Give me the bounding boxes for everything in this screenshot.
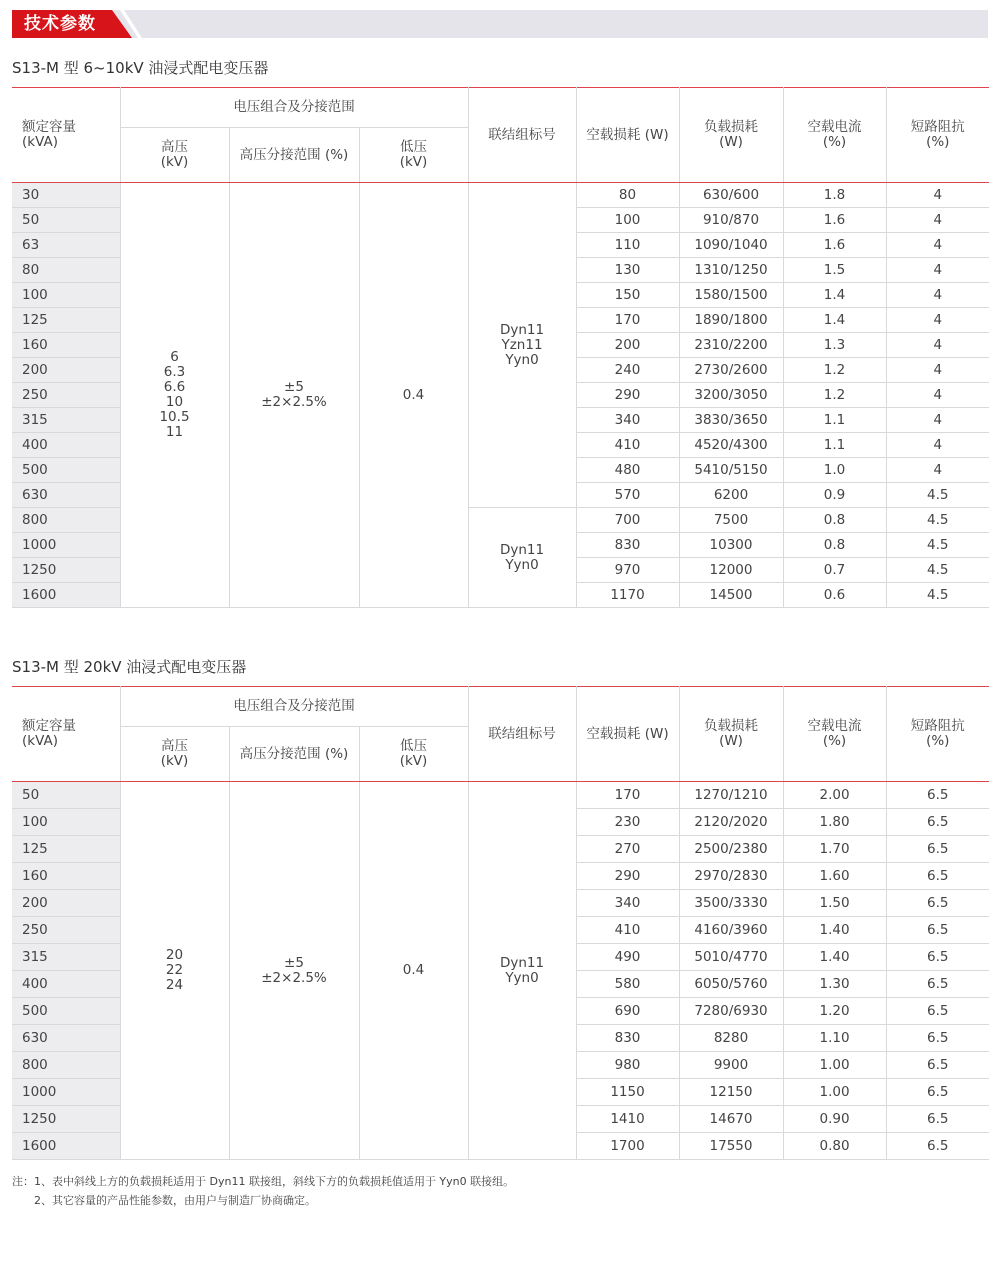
impedance-cell: 6.5 bbox=[886, 1025, 989, 1052]
impedance-cell: 4 bbox=[886, 308, 989, 333]
no-load-current-cell: 1.50 bbox=[783, 890, 886, 917]
capacity-cell: 200 bbox=[12, 358, 120, 383]
impedance-cell: 6.5 bbox=[886, 917, 989, 944]
no-load-loss-cell: 480 bbox=[576, 458, 679, 483]
impedance-cell: 4 bbox=[886, 433, 989, 458]
load-loss-cell: 630/600 bbox=[679, 183, 783, 208]
connection-group-cell bbox=[468, 782, 576, 1160]
table-row bbox=[12, 782, 989, 809]
connection-group-cell-line: Dyn11 bbox=[499, 541, 545, 558]
capacity-cell: 100 bbox=[12, 283, 120, 308]
table2-title: S13-M 型 20kV 油浸式配电变压器 bbox=[12, 658, 247, 676]
capacity-cell: 630 bbox=[12, 1025, 120, 1052]
footnotes bbox=[12, 1172, 514, 1210]
table-row bbox=[12, 183, 989, 208]
impedance-cell: 6.5 bbox=[886, 944, 989, 971]
capacity-cell: 1000 bbox=[12, 1079, 120, 1106]
hv-values-cell-line: 10 bbox=[165, 394, 184, 410]
impedance-cell: 6.5 bbox=[886, 1079, 989, 1106]
no-load-loss-cell: 410 bbox=[576, 917, 679, 944]
load-loss-cell: 10300 bbox=[679, 533, 783, 558]
no-load-current-cell: 1.2 bbox=[783, 358, 886, 383]
capacity-cell: 63 bbox=[12, 233, 120, 258]
load-loss-cell: 1310/1250 bbox=[679, 258, 783, 283]
load-loss-cell: 12000 bbox=[679, 558, 783, 583]
no-load-loss-cell: 150 bbox=[576, 283, 679, 308]
header-voltage-group: 电压组合及分接范围 bbox=[120, 88, 468, 128]
load-loss-cell: 3200/3050 bbox=[679, 383, 783, 408]
impedance-cell: 6.5 bbox=[886, 863, 989, 890]
header-voltage-group: 电压组合及分接范围 bbox=[120, 687, 468, 727]
header-no-load-loss: 空载损耗 (W) bbox=[576, 88, 679, 183]
no-load-current-cell: 1.80 bbox=[783, 809, 886, 836]
header-capacity: 额定容量 (kVA) bbox=[12, 88, 120, 183]
load-loss-cell: 3830/3650 bbox=[679, 408, 783, 433]
no-load-current-cell: 1.10 bbox=[783, 1025, 886, 1052]
no-load-loss-cell: 700 bbox=[576, 508, 679, 533]
capacity-cell: 250 bbox=[12, 383, 120, 408]
header-connection: 联结组标号 bbox=[468, 88, 576, 183]
no-load-current-cell: 0.90 bbox=[783, 1106, 886, 1133]
capacity-cell: 80 bbox=[12, 258, 120, 283]
capacity-cell: 125 bbox=[12, 308, 120, 333]
capacity-cell: 1600 bbox=[12, 1133, 120, 1160]
load-loss-cell: 5410/5150 bbox=[679, 458, 783, 483]
load-loss-cell: 1890/1800 bbox=[679, 308, 783, 333]
load-loss-cell: 7280/6930 bbox=[679, 998, 783, 1025]
spec-table-20kv bbox=[12, 686, 989, 1160]
hv-values-cell-line: 6.3 bbox=[163, 364, 186, 380]
capacity-cell: 50 bbox=[12, 782, 120, 809]
no-load-current-cell: 1.3 bbox=[783, 333, 886, 358]
no-load-current-cell: 1.1 bbox=[783, 408, 886, 433]
no-load-loss-cell: 340 bbox=[576, 890, 679, 917]
header-no-load-current: 空载电流 (%) bbox=[783, 88, 886, 183]
no-load-loss-cell: 170 bbox=[576, 782, 679, 809]
no-load-loss-cell: 410 bbox=[576, 433, 679, 458]
load-loss-cell: 9900 bbox=[679, 1052, 783, 1079]
no-load-loss-cell: 290 bbox=[576, 863, 679, 890]
load-loss-cell: 3500/3330 bbox=[679, 890, 783, 917]
connection-group-cell bbox=[468, 183, 576, 508]
impedance-cell: 4 bbox=[886, 183, 989, 208]
tap-range-cell bbox=[229, 183, 359, 608]
capacity-cell: 160 bbox=[12, 333, 120, 358]
capacity-cell: 315 bbox=[12, 944, 120, 971]
impedance-cell: 6.5 bbox=[886, 809, 989, 836]
no-load-current-cell: 1.2 bbox=[783, 383, 886, 408]
capacity-cell: 500 bbox=[12, 458, 120, 483]
hv-values-cell-line: 6.6 bbox=[163, 379, 186, 395]
load-loss-cell: 14500 bbox=[679, 583, 783, 608]
page-title: 技术参数 bbox=[24, 14, 96, 34]
no-load-current-cell: 1.5 bbox=[783, 258, 886, 283]
load-loss-cell: 5010/4770 bbox=[679, 944, 783, 971]
no-load-current-cell: 0.8 bbox=[783, 533, 886, 558]
no-load-current-cell: 0.7 bbox=[783, 558, 886, 583]
no-load-current-cell: 1.70 bbox=[783, 836, 886, 863]
capacity-cell: 200 bbox=[12, 890, 120, 917]
header-no-load-current: 空载电流 (%) bbox=[783, 687, 886, 782]
tap-range-cell-line: ±2×2.5% bbox=[261, 394, 327, 410]
footnote-1: 注：1、表中斜线上方的负载损耗适用于 Dyn11 联接组，斜线下方的负载损耗值适用于 Yyn0 联接组。 bbox=[12, 1175, 515, 1188]
no-load-loss-cell: 240 bbox=[576, 358, 679, 383]
impedance-cell: 4.5 bbox=[886, 558, 989, 583]
capacity-cell: 315 bbox=[12, 408, 120, 433]
hv-values-cell-line: 6 bbox=[170, 349, 179, 365]
load-loss-cell: 6200 bbox=[679, 483, 783, 508]
header-no-load-loss: 空载损耗 (W) bbox=[576, 687, 679, 782]
hv-values-cell-line: 10.5 bbox=[159, 409, 190, 425]
impedance-cell: 6.5 bbox=[886, 890, 989, 917]
capacity-cell: 30 bbox=[12, 183, 120, 208]
connection-group-cell-line: Yyn0 bbox=[505, 969, 539, 986]
no-load-current-cell: 1.00 bbox=[783, 1052, 886, 1079]
no-load-current-cell: 1.6 bbox=[783, 233, 886, 258]
no-load-loss-cell: 130 bbox=[576, 258, 679, 283]
impedance-cell: 4.5 bbox=[886, 508, 989, 533]
impedance-cell: 4.5 bbox=[886, 533, 989, 558]
hv-values-cell-line: 22 bbox=[165, 962, 184, 978]
no-load-current-cell: 0.8 bbox=[783, 508, 886, 533]
load-loss-cell: 910/870 bbox=[679, 208, 783, 233]
no-load-current-cell: 0.80 bbox=[783, 1133, 886, 1160]
no-load-loss-cell: 110 bbox=[576, 233, 679, 258]
no-load-loss-cell: 570 bbox=[576, 483, 679, 508]
lv-value-cell: 0.4 bbox=[359, 183, 468, 608]
no-load-current-cell: 1.40 bbox=[783, 917, 886, 944]
no-load-current-cell: 2.00 bbox=[783, 782, 886, 809]
load-loss-cell: 4520/4300 bbox=[679, 433, 783, 458]
impedance-cell: 4 bbox=[886, 233, 989, 258]
no-load-current-cell: 1.60 bbox=[783, 863, 886, 890]
impedance-cell: 4 bbox=[886, 458, 989, 483]
hv-values-cell-line: 11 bbox=[165, 424, 184, 440]
no-load-loss-cell: 490 bbox=[576, 944, 679, 971]
no-load-loss-cell: 1170 bbox=[576, 583, 679, 608]
impedance-cell: 6.5 bbox=[886, 1133, 989, 1160]
hv-values-cell-line: 24 bbox=[165, 977, 184, 993]
no-load-loss-cell: 290 bbox=[576, 383, 679, 408]
no-load-loss-cell: 270 bbox=[576, 836, 679, 863]
capacity-cell: 500 bbox=[12, 998, 120, 1025]
header-lv: 低压 (kV) bbox=[359, 727, 468, 782]
load-loss-cell: 1270/1210 bbox=[679, 782, 783, 809]
header-impedance: 短路阻抗 (%) bbox=[886, 88, 989, 183]
impedance-cell: 4 bbox=[886, 208, 989, 233]
capacity-cell: 1250 bbox=[12, 1106, 120, 1133]
no-load-current-cell: 1.20 bbox=[783, 998, 886, 1025]
impedance-cell: 4 bbox=[886, 283, 989, 308]
load-loss-cell: 8280 bbox=[679, 1025, 783, 1052]
capacity-cell: 400 bbox=[12, 971, 120, 998]
no-load-current-cell: 1.4 bbox=[783, 308, 886, 333]
load-loss-cell: 2500/2380 bbox=[679, 836, 783, 863]
load-loss-cell: 1580/1500 bbox=[679, 283, 783, 308]
load-loss-cell: 7500 bbox=[679, 508, 783, 533]
no-load-loss-cell: 690 bbox=[576, 998, 679, 1025]
capacity-cell: 250 bbox=[12, 917, 120, 944]
connection-group-cell-line: Yyn0 bbox=[505, 351, 539, 368]
impedance-cell: 6.5 bbox=[886, 1106, 989, 1133]
capacity-cell: 1000 bbox=[12, 533, 120, 558]
connection-group-cell-line: Yzn11 bbox=[501, 336, 543, 353]
load-loss-cell: 1090/1040 bbox=[679, 233, 783, 258]
spec-table-6-10kv bbox=[12, 87, 989, 608]
header-connection: 联结组标号 bbox=[468, 687, 576, 782]
impedance-cell: 6.5 bbox=[886, 836, 989, 863]
capacity-cell: 1250 bbox=[12, 558, 120, 583]
impedance-cell: 6.5 bbox=[886, 998, 989, 1025]
load-loss-cell: 2310/2200 bbox=[679, 333, 783, 358]
no-load-loss-cell: 580 bbox=[576, 971, 679, 998]
no-load-loss-cell: 1150 bbox=[576, 1079, 679, 1106]
header-load-loss: 负载损耗 (W) bbox=[679, 88, 783, 183]
load-loss-cell: 2970/2830 bbox=[679, 863, 783, 890]
no-load-loss-cell: 230 bbox=[576, 809, 679, 836]
table1-title: S13-M 型 6~10kV 油浸式配电变压器 bbox=[12, 59, 269, 77]
capacity-cell: 160 bbox=[12, 863, 120, 890]
impedance-cell: 6.5 bbox=[886, 971, 989, 998]
no-load-loss-cell: 100 bbox=[576, 208, 679, 233]
capacity-cell: 800 bbox=[12, 508, 120, 533]
no-load-current-cell: 1.00 bbox=[783, 1079, 886, 1106]
no-load-current-cell: 1.4 bbox=[783, 283, 886, 308]
tap-range-cell-line: ±5 bbox=[284, 954, 304, 971]
impedance-cell: 4 bbox=[886, 333, 989, 358]
no-load-current-cell: 1.1 bbox=[783, 433, 886, 458]
no-load-loss-cell: 1410 bbox=[576, 1106, 679, 1133]
impedance-cell: 4 bbox=[886, 358, 989, 383]
no-load-loss-cell: 1700 bbox=[576, 1133, 679, 1160]
capacity-cell: 50 bbox=[12, 208, 120, 233]
no-load-loss-cell: 80 bbox=[576, 183, 679, 208]
hv-values-cell-line: 20 bbox=[165, 947, 184, 963]
impedance-cell: 4.5 bbox=[886, 583, 989, 608]
capacity-cell: 1600 bbox=[12, 583, 120, 608]
connection-group-cell-line: Yyn0 bbox=[505, 556, 539, 573]
no-load-loss-cell: 980 bbox=[576, 1052, 679, 1079]
no-load-loss-cell: 200 bbox=[576, 333, 679, 358]
impedance-cell: 4 bbox=[886, 383, 989, 408]
connection-group-cell-line: Dyn11 bbox=[499, 954, 545, 971]
capacity-cell: 125 bbox=[12, 836, 120, 863]
connection-group-cell bbox=[468, 508, 576, 608]
capacity-cell: 630 bbox=[12, 483, 120, 508]
no-load-current-cell: 1.6 bbox=[783, 208, 886, 233]
hv-values-cell bbox=[120, 183, 229, 608]
header-hv: 高压 (kV) bbox=[120, 128, 229, 183]
no-load-loss-cell: 830 bbox=[576, 1025, 679, 1052]
header-tap: 高压分接范围 (%) bbox=[229, 128, 359, 183]
impedance-cell: 6.5 bbox=[886, 782, 989, 809]
no-load-loss-cell: 970 bbox=[576, 558, 679, 583]
load-loss-cell: 6050/5760 bbox=[679, 971, 783, 998]
lv-value-cell: 0.4 bbox=[359, 782, 468, 1160]
load-loss-cell: 17550 bbox=[679, 1133, 783, 1160]
header-capacity: 额定容量 (kVA) bbox=[12, 687, 120, 782]
tap-range-cell bbox=[229, 782, 359, 1160]
tap-range-cell-line: ±5 bbox=[284, 379, 304, 395]
header-hv: 高压 (kV) bbox=[120, 727, 229, 782]
tap-range-cell-line: ±2×2.5% bbox=[261, 969, 327, 986]
capacity-cell: 800 bbox=[12, 1052, 120, 1079]
load-loss-cell: 4160/3960 bbox=[679, 917, 783, 944]
impedance-cell: 4 bbox=[886, 258, 989, 283]
connection-group-cell-line: Dyn11 bbox=[499, 321, 545, 338]
impedance-cell: 4 bbox=[886, 408, 989, 433]
impedance-cell: 6.5 bbox=[886, 1052, 989, 1079]
header-lv: 低压 (kV) bbox=[359, 128, 468, 183]
header-load-loss: 负载损耗 (W) bbox=[679, 687, 783, 782]
capacity-cell: 400 bbox=[12, 433, 120, 458]
hv-values-cell bbox=[120, 782, 229, 1160]
section-header-band bbox=[12, 10, 988, 38]
load-loss-cell: 2120/2020 bbox=[679, 809, 783, 836]
no-load-current-cell: 1.8 bbox=[783, 183, 886, 208]
load-loss-cell: 12150 bbox=[679, 1079, 783, 1106]
impedance-cell: 4.5 bbox=[886, 483, 989, 508]
footnote-2: 2、其它容量的产品性能参数，由用户与制造厂协商确定。 bbox=[12, 1194, 316, 1207]
load-loss-cell: 14670 bbox=[679, 1106, 783, 1133]
no-load-loss-cell: 830 bbox=[576, 533, 679, 558]
no-load-current-cell: 0.9 bbox=[783, 483, 886, 508]
header-impedance: 短路阻抗 (%) bbox=[886, 687, 989, 782]
no-load-current-cell: 1.40 bbox=[783, 944, 886, 971]
capacity-cell: 100 bbox=[12, 809, 120, 836]
header-tap: 高压分接范围 (%) bbox=[229, 727, 359, 782]
load-loss-cell: 2730/2600 bbox=[679, 358, 783, 383]
no-load-loss-cell: 340 bbox=[576, 408, 679, 433]
no-load-current-cell: 0.6 bbox=[783, 583, 886, 608]
no-load-current-cell: 1.0 bbox=[783, 458, 886, 483]
no-load-current-cell: 1.30 bbox=[783, 971, 886, 998]
no-load-loss-cell: 170 bbox=[576, 308, 679, 333]
